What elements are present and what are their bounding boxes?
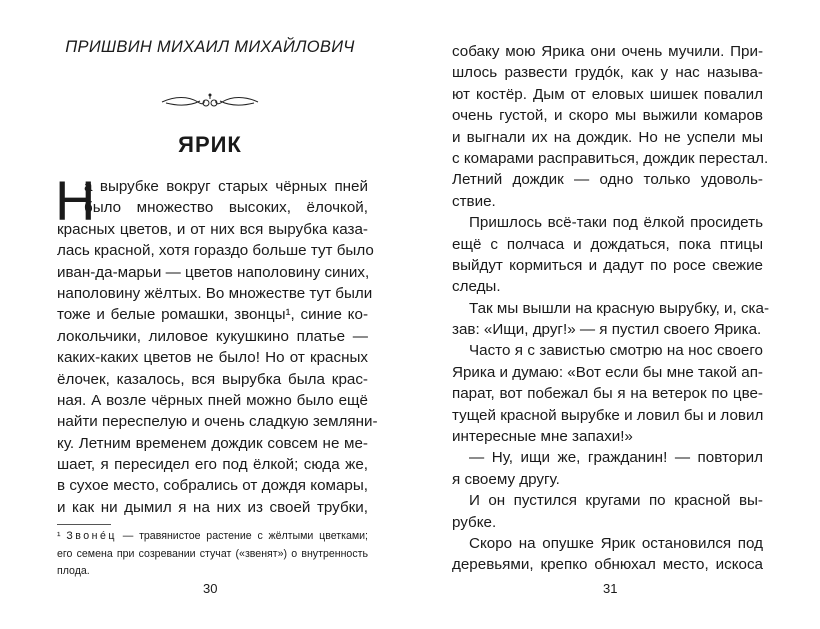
right-body-text [452, 41, 770, 576]
footnote-term: Звонéц [66, 530, 117, 542]
footnote-line: его семена при созревании стучат («звенят») о внутренность [57, 547, 368, 560]
drop-cap: Н [55, 169, 96, 232]
running-head: ПРИШВИН МИХАИЛ МИХАЙЛОВИЧ [65, 38, 355, 56]
text-line: рубке. [452, 513, 497, 531]
text-line: локольчики, лиловое кукушкино платье — [57, 327, 368, 345]
text-line: и как ни дымил я на них из своей трубки, [57, 498, 368, 516]
page-number: 31 [603, 581, 618, 596]
footnote [57, 528, 368, 581]
text-line: Ярика и думаю: «Вот если бы мне такой ап- [452, 363, 763, 381]
text-line: ещё с полчаса и дождаться, пока птицы [452, 235, 763, 253]
text-line: ная. А возле чёрных пней можно было ещё [57, 391, 368, 409]
text-line: а вырубке вокруг старых чёрных пней [84, 178, 368, 195]
text-line: тущей красной вырубке и ловил бы и ловил [452, 406, 764, 424]
text-line: Летний дождик — одно только удоволь- [452, 171, 763, 189]
page-number: 30 [203, 581, 218, 596]
text-line: Скоро на опушке Ярик остановился под [469, 534, 763, 552]
text-line: парат, вот побежал бы я на ветерок по цве- [452, 385, 763, 403]
text-line: деревьями, крепко обнюхал место, искоса [452, 556, 763, 574]
text-line: ку. Летним временем дождик совсем не ме- [57, 434, 368, 452]
text-line: и выгнали их на дождик. Но не успели мы [452, 128, 763, 146]
text-line: — Ну, ищи же, гражданин! — повторил [469, 449, 763, 467]
text-line: следы. [452, 278, 501, 296]
text-line: ёлочек, казалось, вся вырубка была крас- [57, 370, 368, 388]
footnote-marker: ¹ [57, 530, 61, 542]
text-line: иван-да-марьи — цветов наполовину синих, [57, 263, 370, 281]
text-line: каких-каких цветов не было! Но от красных [57, 349, 368, 367]
text-line: Часто я с завистью смотрю на нос своего [469, 342, 763, 360]
text-line: шает, я пересидел его под ёлкой; сюда же, [57, 456, 368, 474]
footnote-line: плода. [57, 565, 90, 577]
text-line: тоже и белые ромашки, звонцы¹, синие ко- [57, 306, 368, 324]
text-line: очень густой, и скоро мы выжили комаров [452, 107, 763, 125]
flourish-ornament-icon [160, 90, 260, 112]
text-line: И он пустился кругами по красной вы- [469, 492, 763, 510]
footnote-line [57, 528, 368, 546]
text-line: красных цветов, и от них вся вырубка каза- [57, 220, 368, 238]
text-line: интересные мне запахи!» [452, 428, 633, 446]
text-line: в сухое место, собрались от дождя комары, [57, 477, 368, 495]
right-page [410, 0, 820, 629]
text-line: ствие. [452, 192, 496, 210]
text-line: собаку мою Ярика они очень мучили. При- [452, 43, 763, 60]
text-line: лась красной, хотя гораздо больше тут было [57, 242, 374, 260]
text-line: выйдут кормиться и дадут по росе свежие [452, 256, 763, 274]
text-line: с комарами расправиться, дождик перестал. [452, 149, 769, 167]
left-body-text [55, 169, 378, 518]
text-line: ют костёр. Дым от еловых шишек повалил [452, 85, 763, 103]
text-line: наполовину жёлтых. Во множестве тут были [57, 284, 373, 302]
footnote-divider [57, 524, 111, 525]
text-line: зав: «Ищи, друг!» — я пустил своего Ярика. [452, 321, 762, 339]
text-line: шлось развести грудóк, как у нас называ- [452, 64, 763, 82]
text-line: было множество высоких, ёлочкой, [84, 199, 368, 217]
story-title: ЯРИК [178, 132, 242, 157]
text-line: я своему другу. [452, 470, 560, 488]
text-line: найти переспелую и очень сладкую земляни- [57, 413, 378, 431]
footnote-text: — травянистое растение с жёлтыми цветками; [116, 530, 368, 542]
text-line: Пришлось всё-таки под ёлкой просидеть [469, 214, 763, 232]
text-line: Так мы вышли на красную вырубку, и, ска- [469, 299, 770, 317]
